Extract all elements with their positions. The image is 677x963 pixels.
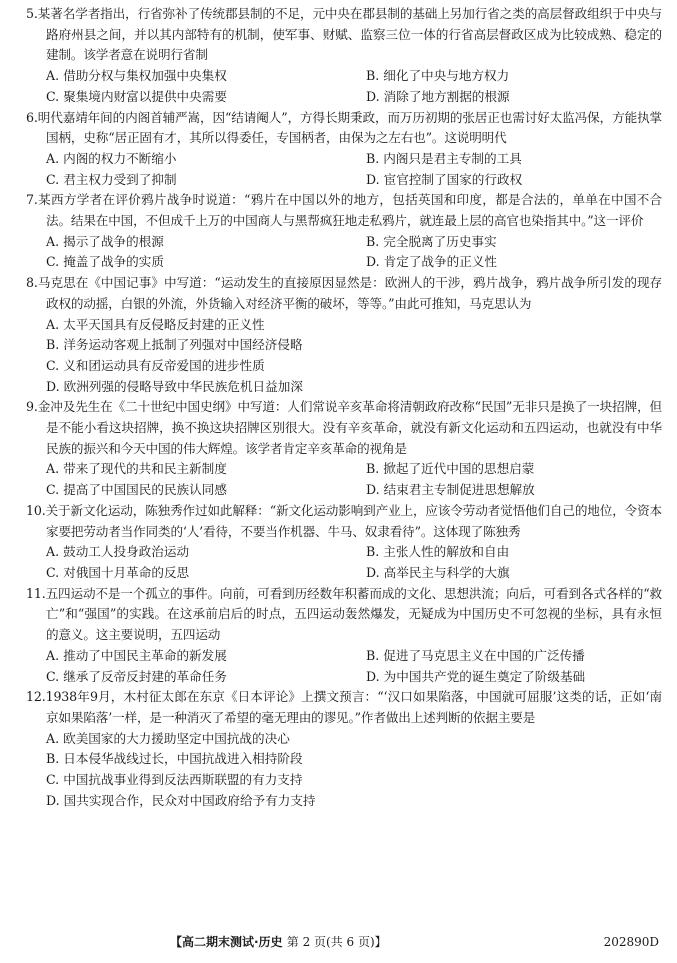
answer-option: D. 肯定了战争的正义性 bbox=[366, 254, 497, 270]
answer-option: C. 继承了反帝反封建的革命任务 bbox=[46, 668, 227, 684]
answer-options bbox=[26, 232, 662, 273]
answer-option: B. 主张人性的解放和自由 bbox=[366, 544, 510, 560]
footer-title: 【高二期末测试·历史 bbox=[170, 935, 283, 949]
question-stem: 5.某著名学者指出，行省弥补了传统郡县制的不足，元中央在郡县制的基础上另加行省之类的高层督政组织于中央与路府州县之间，并以其内部特有的机制，使军事、财赋、监察三位一体的行省高层督政区成为比较成熟、稳定的建制。该学者意在说明行省制 bbox=[26, 6, 662, 63]
answer-option: A. 借助分权与集权加强中央集权 bbox=[46, 68, 227, 84]
answer-option: A. 内阁的权力不断缩小 bbox=[46, 150, 177, 166]
answer-option: D. 国共实现合作，民众对中国政府给予有力支持 bbox=[46, 792, 316, 808]
answer-option: B. 掀起了近代中国的思想启蒙 bbox=[366, 461, 535, 477]
question-block bbox=[26, 190, 662, 273]
answer-option: A. 揭示了战争的根源 bbox=[46, 233, 164, 249]
answer-options bbox=[26, 315, 662, 398]
answer-option: C. 提高了中国国民的民族认同感 bbox=[46, 482, 227, 498]
answer-option: A. 鼓动工人投身政治运动 bbox=[46, 544, 190, 560]
answer-option: B. 洋务运动客观上抵制了列强对中国经济侵略 bbox=[46, 337, 303, 353]
answer-options bbox=[26, 149, 662, 190]
question-block bbox=[26, 273, 662, 397]
answer-option: B. 细化了中央与地方权力 bbox=[366, 68, 510, 84]
answer-options bbox=[26, 542, 662, 583]
answer-options bbox=[26, 66, 662, 107]
answer-option: C. 聚集境内财富以提供中央需要 bbox=[46, 88, 227, 104]
question-stem: 12.1938年9月，木村征太郎在东京《日本评论》上撰文预言：“‘汉口如果陷落，中国就可屈服’这类的话，正如‘南京如果陷落’一样，是一种消灭了希望的毫无理由的谬见。”作者做出上述判断的依据主要是 bbox=[26, 689, 662, 725]
answer-options bbox=[26, 729, 662, 812]
answer-option: C. 掩盖了战争的实质 bbox=[46, 254, 164, 270]
answer-options bbox=[26, 459, 662, 500]
answer-option: A. 太平天国具有反侵略反封建的正义性 bbox=[46, 316, 265, 332]
footer-label bbox=[170, 932, 387, 953]
question-list bbox=[26, 4, 662, 811]
answer-option: D. 为中国共产党的诞生奠定了阶级基础 bbox=[366, 668, 586, 684]
answer-option: A. 欧美国家的大力援助坚定中国抗战的决心 bbox=[46, 730, 290, 746]
question-block bbox=[26, 397, 662, 501]
answer-option: C. 君主权力受到了抑制 bbox=[46, 171, 177, 187]
answer-option: D. 消除了地方割据的根源 bbox=[366, 88, 510, 104]
answer-options bbox=[26, 646, 662, 687]
question-stem: 9.金冲及先生在《二十世纪中国史纲》中写道：人们常说辛亥革命将清朝政府改称“民国”无非只是换了一块招牌，但是不能小看这块招牌，换不换这块招牌区别很大。没有辛亥革命，就没有新文化运动和五四运动，也就没有中华民族的振兴和今天中国的伟大辉煌。该学者肯定辛亥革命的视角是 bbox=[26, 399, 662, 456]
answer-option: B. 内阁只是君主专制的工具 bbox=[366, 150, 522, 166]
answer-option: D. 结束君主专制促进思想解放 bbox=[366, 482, 535, 498]
question-block bbox=[26, 501, 662, 584]
answer-option: C. 对俄国十月革命的反思 bbox=[46, 564, 190, 580]
page-footer bbox=[0, 932, 677, 956]
question-block bbox=[26, 4, 662, 108]
footer-code: 202890D bbox=[603, 935, 659, 949]
answer-option: A. 推动了中国民主革命的新发展 bbox=[46, 647, 227, 663]
answer-option: C. 中国抗战事业得到反法西斯联盟的有力支持 bbox=[46, 772, 303, 788]
question-stem: 8.马克思在《中国记事》中写道：“运动发生的直接原因显然是：欧洲人的干涉，鸦片战争，鸦片战争所引发的现存政权的动摇，白银的外流，外货输入对经济平衡的破坏，等等。”由此可推知，马克思认为 bbox=[26, 275, 662, 311]
question-stem: 6.明代嘉靖年间的内阁首辅严嵩，因“结请阉人”，方得长期秉政，而万历初期的张居正也需讨好太监冯保，方能执掌国柄，史称“居正固有才，其所以得委任，专国柄者，由保为之左右也”。这说明明代 bbox=[26, 109, 662, 146]
question-block bbox=[26, 687, 662, 811]
answer-option: D. 欧洲列强的侵略导致中华民族危机日益加深 bbox=[46, 378, 303, 394]
answer-option: C. 义和团运动具有反帝爱国的进步性质 bbox=[46, 357, 265, 373]
answer-option: B. 完全脱离了历史事实 bbox=[366, 233, 497, 249]
question-block bbox=[26, 584, 662, 688]
question-stem: 11.五四运动不是一个孤立的事件。向前，可看到历经数年积蓄而成的文化、思想洪流；向后，可看到各式各样的“救亡”和“强国”的实践。在这承前启后的时点，五四运动轰然爆发，无疑成为中国历史不可忽视的坐标，具有永恒的意义。这主要说明，五四运动 bbox=[26, 585, 662, 643]
answer-option: D. 宦官控制了国家的行政权 bbox=[366, 171, 523, 187]
question-stem: 7.某西方学者在评价鸦片战争时说道：“鸦片在中国以外的地方，包括英国和印度，都是合法的，单单在中国不合法。结果在中国，不但成千上万的中国商人与黑帮疯狂地走私鸦片，就连最上层的高官也染指其中。”这一评价 bbox=[26, 192, 662, 229]
answer-option: B. 日本侵华战线过长，中国抗战进入相持阶段 bbox=[46, 751, 303, 767]
answer-option: D. 高举民主与科学的大旗 bbox=[366, 564, 510, 580]
answer-option: A. 带来了现代的共和民主新制度 bbox=[46, 461, 227, 477]
footer-page-number: 第 2 页(共 6 页)】 bbox=[286, 935, 387, 949]
answer-option: B. 促进了马克思主义在中国的广泛传播 bbox=[366, 647, 585, 663]
question-stem: 10.关于新文化运动，陈独秀作过如此解释：“新文化运动影响到产业上，应该令劳动者觉悟他们自己的地位，令资本家要把劳动者当作同类的‘人’看待，不要当作机器、牛马、奴隶看待”。这体现了陈独秀 bbox=[26, 502, 662, 539]
question-block bbox=[26, 108, 662, 191]
